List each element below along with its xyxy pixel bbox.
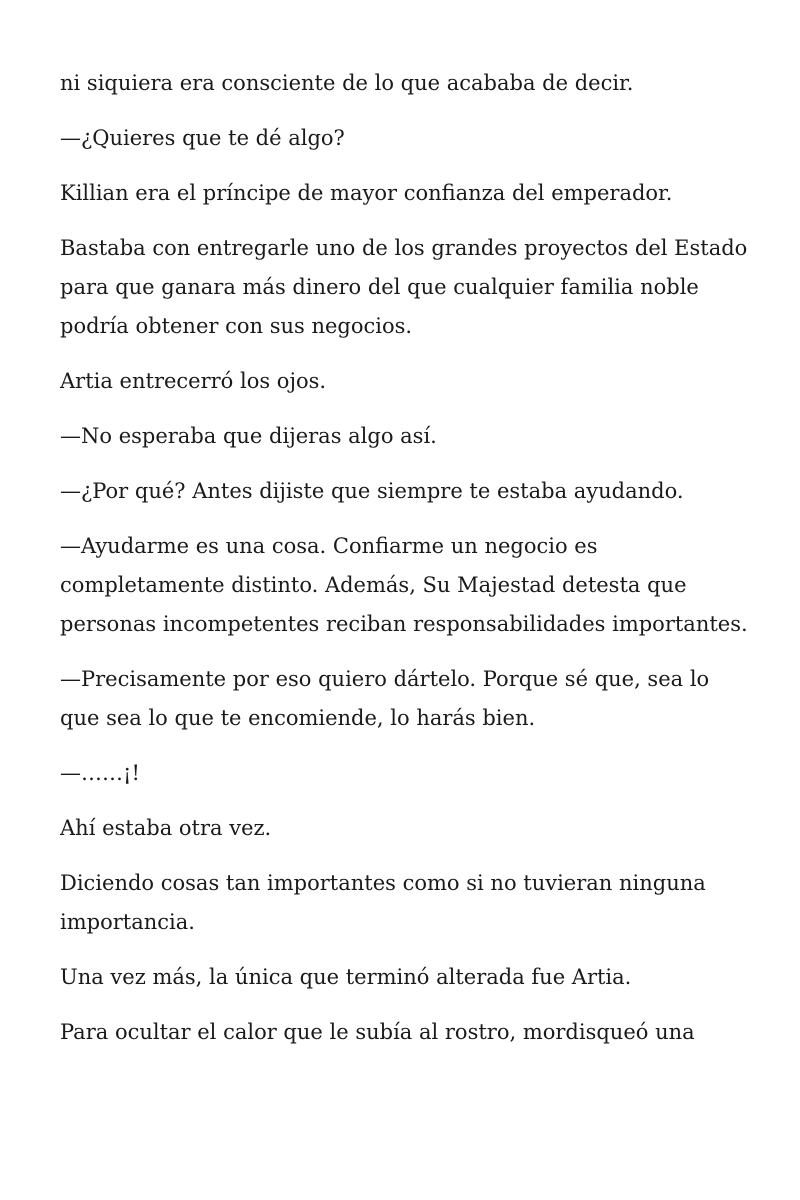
paragraph: Killian era el príncipe de mayor confianza del emperador.	[60, 181, 673, 205]
paragraph: Ahí estaba otra vez.	[60, 816, 272, 840]
paragraph: Diciendo cosas tan importantes como si no tuvieran ninguna importancia.	[60, 871, 706, 934]
paragraph: —¿Quieres que te dé algo?	[60, 126, 345, 150]
document-page	[60, 64, 750, 1068]
paragraph: —Ayudarme es una cosa. Confiarme un negocio es completamente distinto. Además, Su Majestad detesta que personas incompetentes reciban responsabilidades importantes.	[60, 534, 748, 636]
paragraph: —……¡!	[60, 761, 140, 785]
paragraph: —Precisamente por eso quiero dártelo. Porque sé que, sea lo que sea lo que te encomiende, lo harás bien.	[60, 667, 710, 730]
paragraph: ni siquiera era consciente de lo que acababa de decir.	[60, 71, 634, 95]
paragraph: Una vez más, la única que terminó alterada fue Artia.	[60, 965, 632, 989]
paragraph: Bastaba con entregarle uno de los grandes proyectos del Estado para que ganara más dinero del que cualquier familia noble podría obtener con sus negocios.	[60, 236, 748, 338]
paragraph: —No esperaba que dijeras algo así.	[60, 424, 437, 448]
paragraph: Artia entrecerró los ojos.	[60, 369, 327, 393]
paragraph: Para ocultar el calor que le subía al rostro, mordisqueó una	[60, 1020, 695, 1044]
paragraph: —¿Por qué? Antes dijiste que siempre te estaba ayudando.	[60, 479, 684, 503]
